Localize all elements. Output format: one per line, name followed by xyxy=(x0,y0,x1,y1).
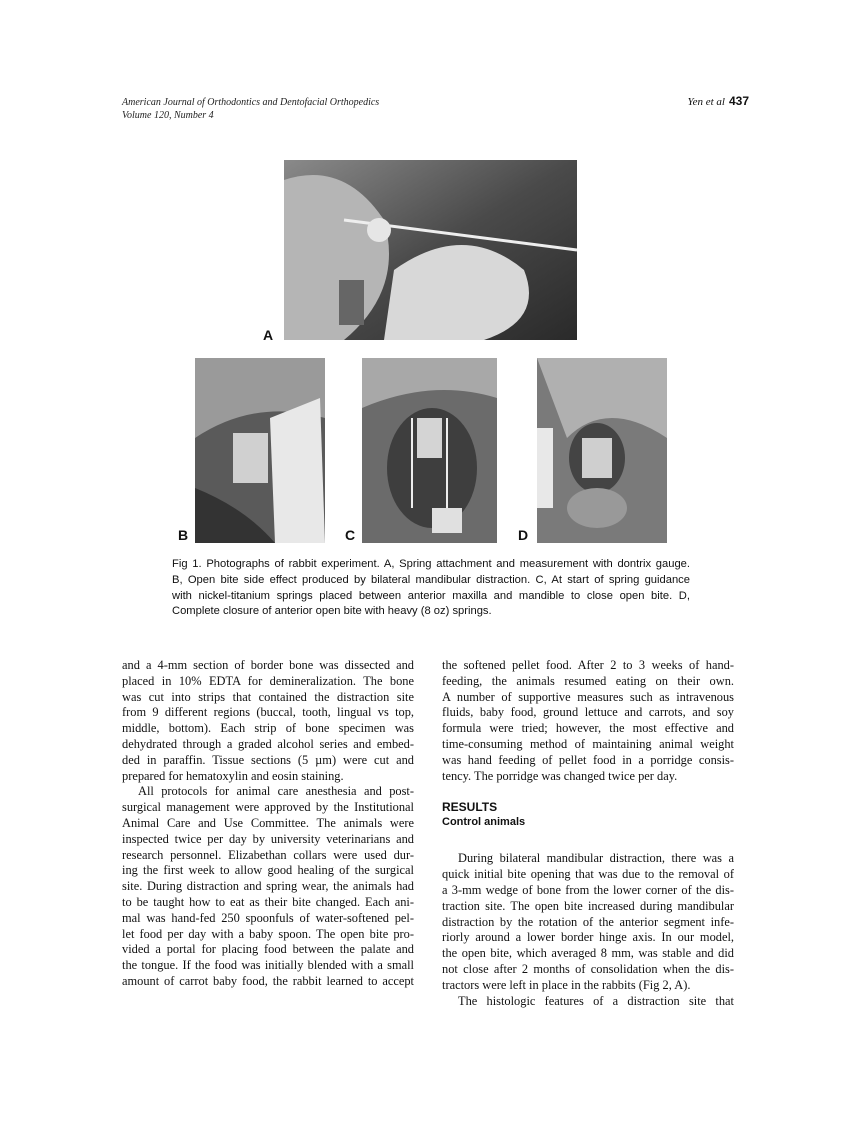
text-line: feeding, the animals resumed eating on their own. xyxy=(442,673,734,688)
figure-label-b: B xyxy=(178,527,189,543)
text-line: ded in paraffin. Tissue sections (5 µm) were cut and xyxy=(122,752,414,767)
text-line: traction site. The open bite increased during mandibular xyxy=(442,898,734,913)
text-line: vided a portal for placing food between the palate and xyxy=(122,942,414,957)
journal-volume: Volume 120, Number 4 xyxy=(122,110,214,121)
text-line: The histologic features of a distraction site that xyxy=(458,993,734,1008)
text-line: dehydrated through a graded alcohol series and embed- xyxy=(122,736,414,751)
text-line: prepared for hematoxylin and eosin staining. xyxy=(122,768,344,783)
text-line: not close after 2 months of consolidation when the dis- xyxy=(442,961,734,976)
text-line: the open bite, which averaged 8 mm, was stable and did xyxy=(442,946,734,961)
photo-a-spring-attachment xyxy=(284,160,577,340)
text-line: inspected twice per day by university veterinarians and xyxy=(122,831,414,846)
caption-line: with nickel-titanium springs placed between anterior maxilla and mandible to close open bite. D, xyxy=(172,589,690,602)
journal-title: American Journal of Orthodontics and Dentofacial Orthopedics xyxy=(122,97,380,108)
text-line: mal was hand-fed 250 spoonfuls of water-softened pel- xyxy=(122,910,414,925)
text-line: quick initial bite opening that was due to the removal of xyxy=(442,867,734,882)
text-line: middle, bottom). Each strip of bone specimen was xyxy=(122,721,414,736)
text-line: amount of carrot baby food, the rabbit learned to accept xyxy=(122,973,414,988)
text-line: let food per day with a baby spoon. The open bite pro- xyxy=(122,926,414,941)
caption-line: Complete closure of anterior open bite with heavy (8 oz) springs. xyxy=(172,605,492,618)
photo-b-open-bite xyxy=(195,358,325,543)
photo-c-spring-guidance xyxy=(362,358,497,543)
text-line: a 3-mm wedge of bone from the lower corner of the dis- xyxy=(442,882,734,897)
text-line: distraction by the rotation of the anterior segment infe- xyxy=(442,914,734,929)
text-line: fluids, baby food, ground lettuce and carrots, and soy xyxy=(442,705,734,720)
page-number: 437 xyxy=(728,94,749,108)
text-line: tractors were left in place in the rabbits (Fig 2, A). xyxy=(442,977,691,992)
photo-d-closure xyxy=(537,358,667,543)
subsection-heading-control-animals: Control animals xyxy=(442,816,526,829)
text-line: site. During distraction and spring wear, the animals had xyxy=(122,879,414,894)
text-line: was cut into strips that contained the distraction site xyxy=(122,689,414,704)
text-line: was hand feeding of pellet food in a porridge consis- xyxy=(442,752,734,767)
section-heading-results: RESULTS xyxy=(442,800,498,815)
left-column-text xyxy=(122,658,414,990)
text-line: riorly around a lower border hinge axis. In our model, xyxy=(442,930,734,945)
text-line: to be taught how to eat as their bite changed. Each ani- xyxy=(122,894,414,909)
text-line: time-consuming method of maintaining animal weight xyxy=(442,736,734,751)
text-line: and a 4-mm section of border bone was dissected and xyxy=(122,658,414,672)
text-line: ing the first week to allow good healing of the surgical xyxy=(122,863,414,878)
caption-line: B, Open bite side effect produced by bilateral mandibular distraction. C, At start of spring guidance xyxy=(172,573,690,586)
text-line: A number of supportive measures such as intravenous xyxy=(442,689,734,704)
figure-label-c: C xyxy=(345,527,356,543)
text-line: from 9 different regions (buccal, tooth, lingual vs top, xyxy=(122,705,414,720)
text-line: formula were tried; however, the most effective and xyxy=(442,721,734,736)
figure-label-d: D xyxy=(518,527,529,543)
text-line: tency. The porridge was changed twice per day. xyxy=(442,768,678,783)
figure-label-a: A xyxy=(263,327,274,343)
figure-caption xyxy=(172,557,690,620)
text-line: Animal Care and Use Committee. The animals were xyxy=(122,815,414,830)
running-header xyxy=(687,94,749,108)
text-line: During bilateral mandibular distraction, there was a xyxy=(458,851,734,866)
right-column-text xyxy=(442,658,734,1009)
text-line: research personnel. Elizabethan collars were used dur- xyxy=(122,847,414,862)
text-line: All protocols for animal care anesthesia and post- xyxy=(138,784,414,799)
caption-line: Fig 1. Photographs of rabbit experiment. A, Spring attachment and measurement with dontrix gauge. xyxy=(172,558,690,570)
authors: Yen et al xyxy=(687,96,725,108)
text-line: the softened pellet food. After 2 to 3 weeks of hand- xyxy=(442,658,734,672)
text-line: placed in 10% EDTA for demineralization. The bone xyxy=(122,673,414,688)
text-line: the tongue. If the food was initially blended with a small xyxy=(122,958,414,973)
text-line: surgical management were approved by the Institutional xyxy=(122,800,414,815)
